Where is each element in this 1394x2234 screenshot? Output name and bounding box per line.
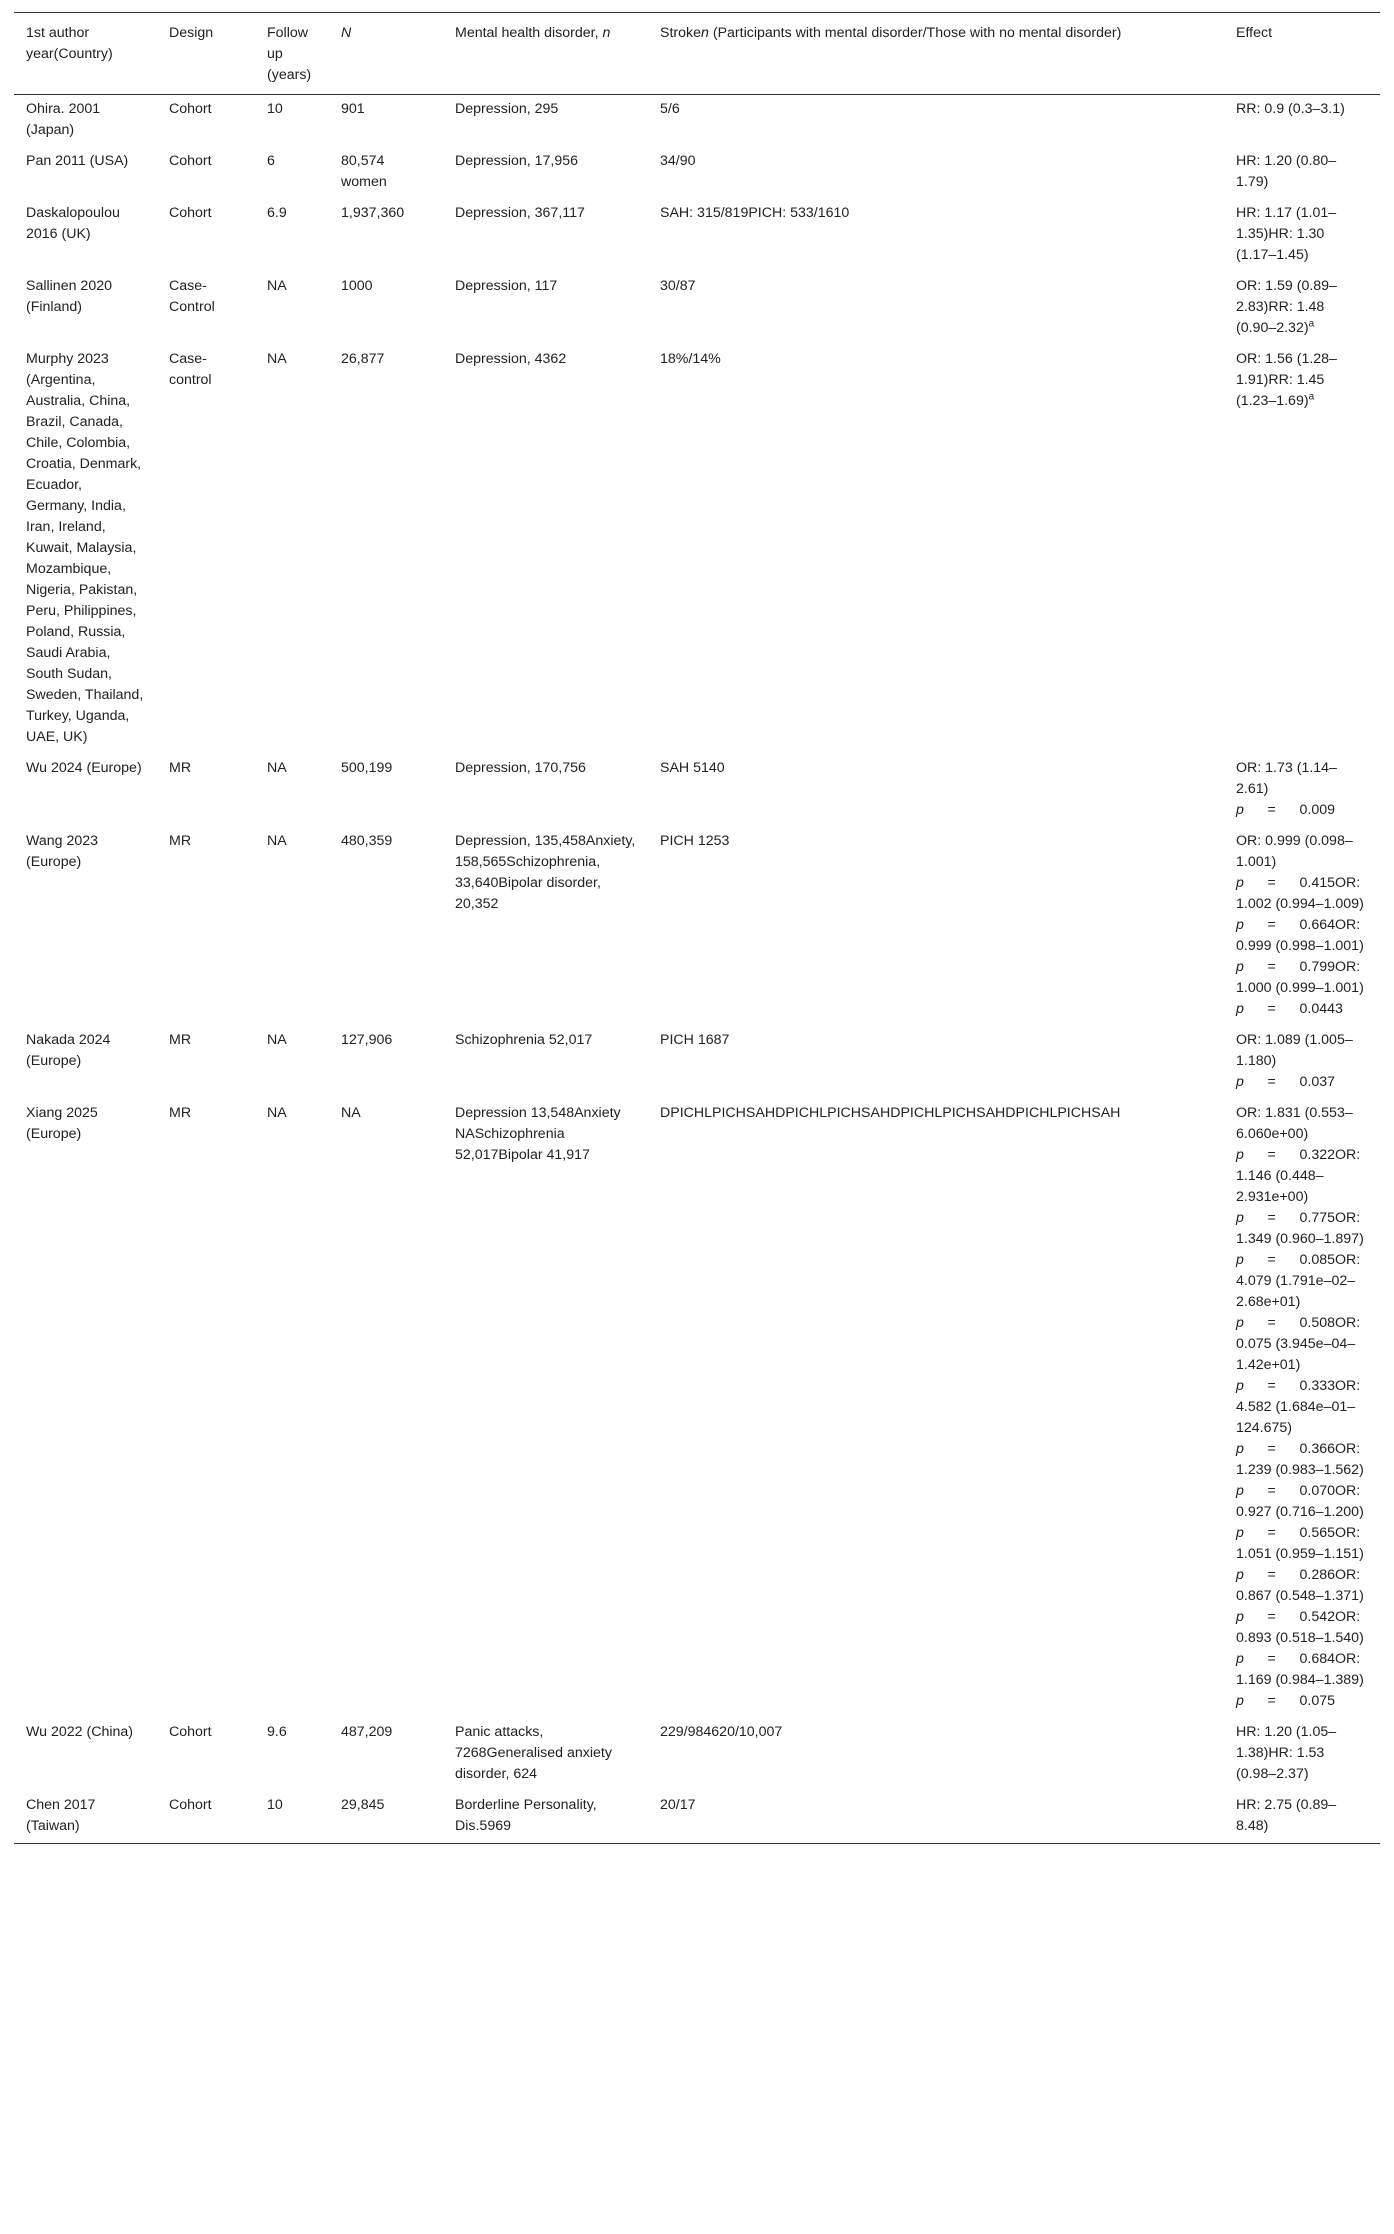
cell-follow: NA [267, 278, 287, 294]
effect-estimate: RR: 0.9 (0.3–3.1) [1236, 101, 1345, 117]
p-equals: = [1267, 875, 1276, 891]
cell-author: Pan 2011 (USA) [26, 153, 129, 169]
p-value-number: 0.508 [1299, 1315, 1336, 1331]
cell-author: Wang 2023 (Europe) [26, 833, 99, 870]
p-equals: = [1267, 1378, 1276, 1394]
effect-estimate: OR: 1.56 (1.28–1.91)RR: 1.45 (1.23–1.69) [1236, 351, 1337, 409]
cell-stroke: SAH 5140 [660, 760, 725, 776]
p-value-number: 0.085 [1299, 1252, 1336, 1268]
p-label: p [1236, 1252, 1244, 1268]
effect-estimate: OR: 0.999 (0.098–1.001) [1236, 833, 1353, 870]
cell-author: Wu 2024 (Europe) [26, 760, 142, 776]
header-stroke [648, 13, 1224, 95]
p-label: p [1236, 1315, 1244, 1331]
cell-n: 1,937,360 [341, 205, 405, 221]
p-label: p [1236, 1441, 1244, 1457]
p-equals: = [1267, 1609, 1276, 1625]
p-value [1236, 1376, 1368, 1439]
p-value [1236, 1208, 1368, 1250]
p-equals: = [1267, 1441, 1276, 1457]
p-equals: = [1267, 802, 1276, 818]
cell-effect [1224, 1791, 1380, 1844]
p-equals: = [1267, 1567, 1276, 1583]
p-equals: = [1267, 1001, 1276, 1017]
cell-n: 127,906 [341, 1032, 393, 1048]
cell-effect [1224, 272, 1380, 345]
cell-disorder: Depression, 17,956 [455, 153, 579, 169]
header-design: Design [157, 13, 255, 95]
p-label: p [1236, 959, 1244, 975]
cell-stroke: 5/6 [660, 101, 680, 117]
header-effect: Effect [1224, 13, 1380, 95]
header-follow-up: Follow up (years) [255, 13, 329, 95]
cell-stroke: SAH: 315/819PICH: 533/1610 [660, 205, 850, 221]
cell-n: NA [341, 1105, 361, 1121]
cell-stroke: 18%/14% [660, 351, 721, 367]
p-value [1236, 1313, 1368, 1376]
table-row [14, 754, 1380, 827]
cell-author: Xiang 2025 (Europe) [26, 1105, 98, 1142]
cell-n: 500,199 [341, 760, 393, 776]
p-value [1236, 1607, 1368, 1649]
header-row [14, 13, 1380, 95]
p-value-number: 0.664 [1299, 917, 1336, 933]
p-value [1236, 1072, 1368, 1093]
header-stroke-text: Stroke [660, 25, 702, 41]
p-label: p [1236, 1567, 1244, 1583]
cell-stroke: DPICHLPICHSAHDPICHLPICHSAHDPICHLPICHSAHDPICHLPICHSAH [660, 1105, 1121, 1121]
cell-design: MR [169, 1032, 192, 1048]
p-equals: = [1267, 1210, 1276, 1226]
p-equals: = [1267, 1693, 1276, 1709]
header-stroke-desc: (Participants with mental disorder/Those with no mental disorder) [708, 25, 1122, 41]
cell-n: 80,574 women [341, 153, 387, 190]
p-value-number: 0.0443 [1299, 1001, 1343, 1017]
cell-design: Case-Control [169, 278, 215, 315]
table-row [14, 1791, 1380, 1844]
cell-design: Cohort [169, 153, 212, 169]
cell-effect [1224, 1718, 1380, 1791]
p-value [1236, 1565, 1368, 1607]
cell-follow: 10 [255, 1791, 329, 1844]
cell-author: Sallinen 2020 (Finland) [26, 278, 112, 315]
table-row [14, 272, 1380, 345]
cell-effect [1224, 95, 1380, 148]
cell-effect [1224, 754, 1380, 827]
p-label: p [1236, 1074, 1244, 1090]
p-label: p [1236, 1693, 1244, 1709]
p-value [1236, 1691, 1368, 1712]
cell-disorder: Panic attacks, 7268Generalised anxiety disorder, 624 [455, 1724, 612, 1782]
cell-disorder: Depression, 170,756 [455, 760, 586, 776]
table-row [14, 1718, 1380, 1791]
p-value-number: 0.684 [1299, 1651, 1336, 1667]
cell-n: 901 [341, 101, 365, 117]
p-label: p [1236, 1001, 1244, 1017]
header-disorder-n: n [602, 25, 611, 41]
p-value-number: 0.075 [1299, 1693, 1336, 1709]
cell-author: Daskalopoulou 2016 (UK) [26, 205, 120, 242]
p-value-number: 0.775 [1299, 1210, 1336, 1226]
cell-stroke: 34/90 [660, 153, 696, 169]
effect-estimate: OR: 0.927 (0.716–1.200) [1236, 1483, 1364, 1520]
cell-effect [1224, 827, 1380, 1026]
p-equals: = [1267, 917, 1276, 933]
cell-effect [1224, 199, 1380, 272]
cell-effect [1224, 147, 1380, 199]
p-value-number: 0.009 [1299, 802, 1336, 818]
effect-estimate: OR: 1.831 (0.553–6.060e+00) [1236, 1105, 1353, 1142]
effect-estimate: OR: 1.051 (0.959–1.151) [1236, 1525, 1364, 1562]
p-value-number: 0.366 [1299, 1441, 1336, 1457]
results-table [14, 12, 1380, 1844]
p-label: p [1236, 875, 1244, 891]
p-label: p [1236, 1147, 1244, 1163]
effect-estimate: OR: 1.169 (0.984–1.389) [1236, 1651, 1364, 1688]
header-author: 1st author year(Country) [14, 13, 157, 95]
cell-author: Wu 2022 (China) [26, 1724, 133, 1740]
table-row [14, 1026, 1380, 1099]
effect-estimate: OR: 0.867 (0.548–1.371) [1236, 1567, 1364, 1604]
effect-estimate: HR: 1.20 (1.05–1.38)HR: 1.53 (0.98–2.37) [1236, 1724, 1337, 1782]
table-row [14, 1099, 1380, 1718]
cell-disorder: Depression, 117 [455, 278, 558, 294]
header-stroke-n: n [701, 25, 709, 41]
effect-estimate: OR: 1.239 (0.983–1.562) [1236, 1441, 1364, 1478]
cell-design: Cohort [169, 205, 212, 221]
cell-n: 26,877 [341, 351, 385, 367]
p-equals: = [1267, 1483, 1276, 1499]
cell-author: Murphy 2023 (Argentina, Australia, China, Brazil, Canada, Chile, Colombia, Croatia, Denmark, Ecuador, Germany, India, Iran, Ireland, Kuwait, Malaysia, Mozambique, Nigeria, Pakistan, Peru, Philippines, Poland, Russia, Saudi Arabia, South Sudan, Sweden, Thailand, Turkey, Uganda, UAE, UK) [26, 351, 144, 745]
p-equals: = [1267, 1651, 1276, 1667]
cell-effect [1224, 345, 1380, 754]
cell-design: Cohort [157, 1791, 255, 1844]
cell-follow: NA [267, 833, 287, 849]
p-label: p [1236, 917, 1244, 933]
cell-follow: 6.9 [267, 205, 287, 221]
effect-estimate: HR: 1.20 (0.80–1.79) [1236, 153, 1337, 190]
table-header [14, 13, 1380, 95]
cell-design: MR [169, 833, 192, 849]
p-value [1236, 1250, 1368, 1313]
p-label: p [1236, 802, 1244, 818]
p-label: p [1236, 1378, 1244, 1394]
table-row [14, 345, 1380, 754]
header-disorder [443, 13, 648, 95]
p-equals: = [1267, 1147, 1276, 1163]
cell-follow: 6 [267, 153, 275, 169]
cell-follow: 10 [267, 101, 283, 117]
cell-stroke: PICH 1687 [660, 1032, 730, 1048]
p-value-number: 0.542 [1299, 1609, 1336, 1625]
cell-author: Nakada 2024 (Europe) [26, 1032, 111, 1069]
p-equals: = [1267, 1525, 1276, 1541]
effect-estimate: OR: 1.002 (0.994–1.009) [1236, 875, 1364, 912]
p-label: p [1236, 1525, 1244, 1541]
cell-effect [1224, 1099, 1380, 1718]
p-equals: = [1267, 1074, 1276, 1090]
table-row [14, 199, 1380, 272]
effect-estimate: HR: 2.75 (0.89–8.48) [1236, 1797, 1337, 1834]
cell-stroke: 30/87 [660, 278, 696, 294]
cell-follow: NA [267, 351, 287, 367]
cell-follow: NA [267, 760, 287, 776]
p-value-number: 0.333 [1299, 1378, 1336, 1394]
cell-design: Cohort [169, 101, 212, 117]
cell-author: Chen 2017 (Taiwan) [14, 1791, 157, 1844]
p-value [1236, 915, 1368, 957]
cell-follow: NA [267, 1032, 287, 1048]
effect-estimate: OR: 1.59 (0.89–2.83)RR: 1.48 (0.90–2.32) [1236, 278, 1337, 336]
p-value-number: 0.799 [1299, 959, 1336, 975]
effect-estimate: OR: 0.999 (0.998–1.001) [1236, 917, 1364, 954]
table-row [14, 95, 1380, 148]
p-value [1236, 999, 1368, 1020]
header-n: N [329, 13, 443, 95]
cell-design: MR [169, 1105, 192, 1121]
effect-estimate: OR: 1.089 (1.005–1.180) [1236, 1032, 1353, 1069]
cell-n: 1000 [341, 278, 373, 294]
cell-design: Cohort [169, 1724, 212, 1740]
cell-n: 480,359 [341, 833, 393, 849]
p-value [1236, 1523, 1368, 1565]
p-value-number: 0.322 [1299, 1147, 1336, 1163]
cell-stroke: 20/17 [648, 1791, 1224, 1844]
table-row [14, 147, 1380, 199]
cell-stroke: PICH 1253 [660, 833, 730, 849]
p-value [1236, 800, 1368, 821]
cell-design: Case-control [169, 351, 212, 388]
effect-estimate: OR: 1.349 (0.960–1.897) [1236, 1210, 1364, 1247]
p-label: p [1236, 1483, 1244, 1499]
cell-disorder: Depression 13,548Anxiety NASchizophrenia 52,017Bipolar 41,917 [455, 1105, 621, 1163]
p-value-number: 0.415 [1299, 875, 1336, 891]
cell-effect [1224, 1026, 1380, 1099]
p-value [1236, 1481, 1368, 1523]
cell-disorder: Depression, 295 [455, 101, 559, 117]
effect-estimate: HR: 1.17 (1.01–1.35)HR: 1.30 (1.17–1.45) [1236, 205, 1337, 263]
cell-author: Ohira. 2001 (Japan) [26, 101, 101, 138]
effect-estimate: OR: 0.075 (3.945e–04–1.42e+01) [1236, 1315, 1361, 1373]
p-value-number: 0.070 [1299, 1483, 1336, 1499]
effect-estimate: OR: 1.000 (0.999–1.001) [1236, 959, 1364, 996]
p-value-number: 0.565 [1299, 1525, 1336, 1541]
effect-estimate: OR: 1.146 (0.448–2.931e+00) [1236, 1147, 1361, 1205]
p-value [1236, 1439, 1368, 1481]
effect-estimate: OR: 0.893 (0.518–1.540) [1236, 1609, 1364, 1646]
p-equals: = [1267, 1315, 1276, 1331]
cell-disorder: Schizophrenia 52,017 [455, 1032, 593, 1048]
header-disorder-text: Mental health disorder, [455, 25, 603, 41]
p-equals: = [1267, 1252, 1276, 1268]
table-row [14, 827, 1380, 1026]
footnote-marker: a [1308, 318, 1315, 330]
p-value-number: 0.286 [1299, 1567, 1336, 1583]
cell-disorder: Depression, 367,117 [455, 205, 585, 221]
cell-design: MR [169, 760, 192, 776]
cell-n: 487,209 [341, 1724, 393, 1740]
cell-disorder: Depression, 135,458Anxiety, 158,565Schizophrenia, 33,640Bipolar disorder, 20,352 [455, 833, 636, 912]
cell-follow: 9.6 [267, 1724, 287, 1740]
p-label: p [1236, 1210, 1244, 1226]
p-value-number: 0.037 [1299, 1074, 1336, 1090]
p-value [1236, 873, 1368, 915]
p-label: p [1236, 1609, 1244, 1625]
effect-estimate: OR: 1.73 (1.14–2.61) [1236, 760, 1337, 797]
p-value [1236, 1649, 1368, 1691]
cell-follow: NA [267, 1105, 287, 1121]
p-equals: = [1267, 959, 1276, 975]
p-value [1236, 957, 1368, 999]
effect-estimate: OR: 4.079 (1.791e–02–2.68e+01) [1236, 1252, 1361, 1310]
p-value [1236, 1145, 1368, 1208]
cell-n: 29,845 [329, 1791, 443, 1844]
p-label: p [1236, 1651, 1244, 1667]
effect-estimate: OR: 4.582 (1.684e–01–124.675) [1236, 1378, 1361, 1436]
cell-disorder: Borderline Personality, Dis.5969 [443, 1791, 648, 1844]
footnote-marker: a [1308, 391, 1315, 403]
cell-disorder: Depression, 4362 [455, 351, 567, 367]
cell-stroke: 229/984620/10,007 [660, 1724, 783, 1740]
table-body [14, 95, 1380, 1844]
